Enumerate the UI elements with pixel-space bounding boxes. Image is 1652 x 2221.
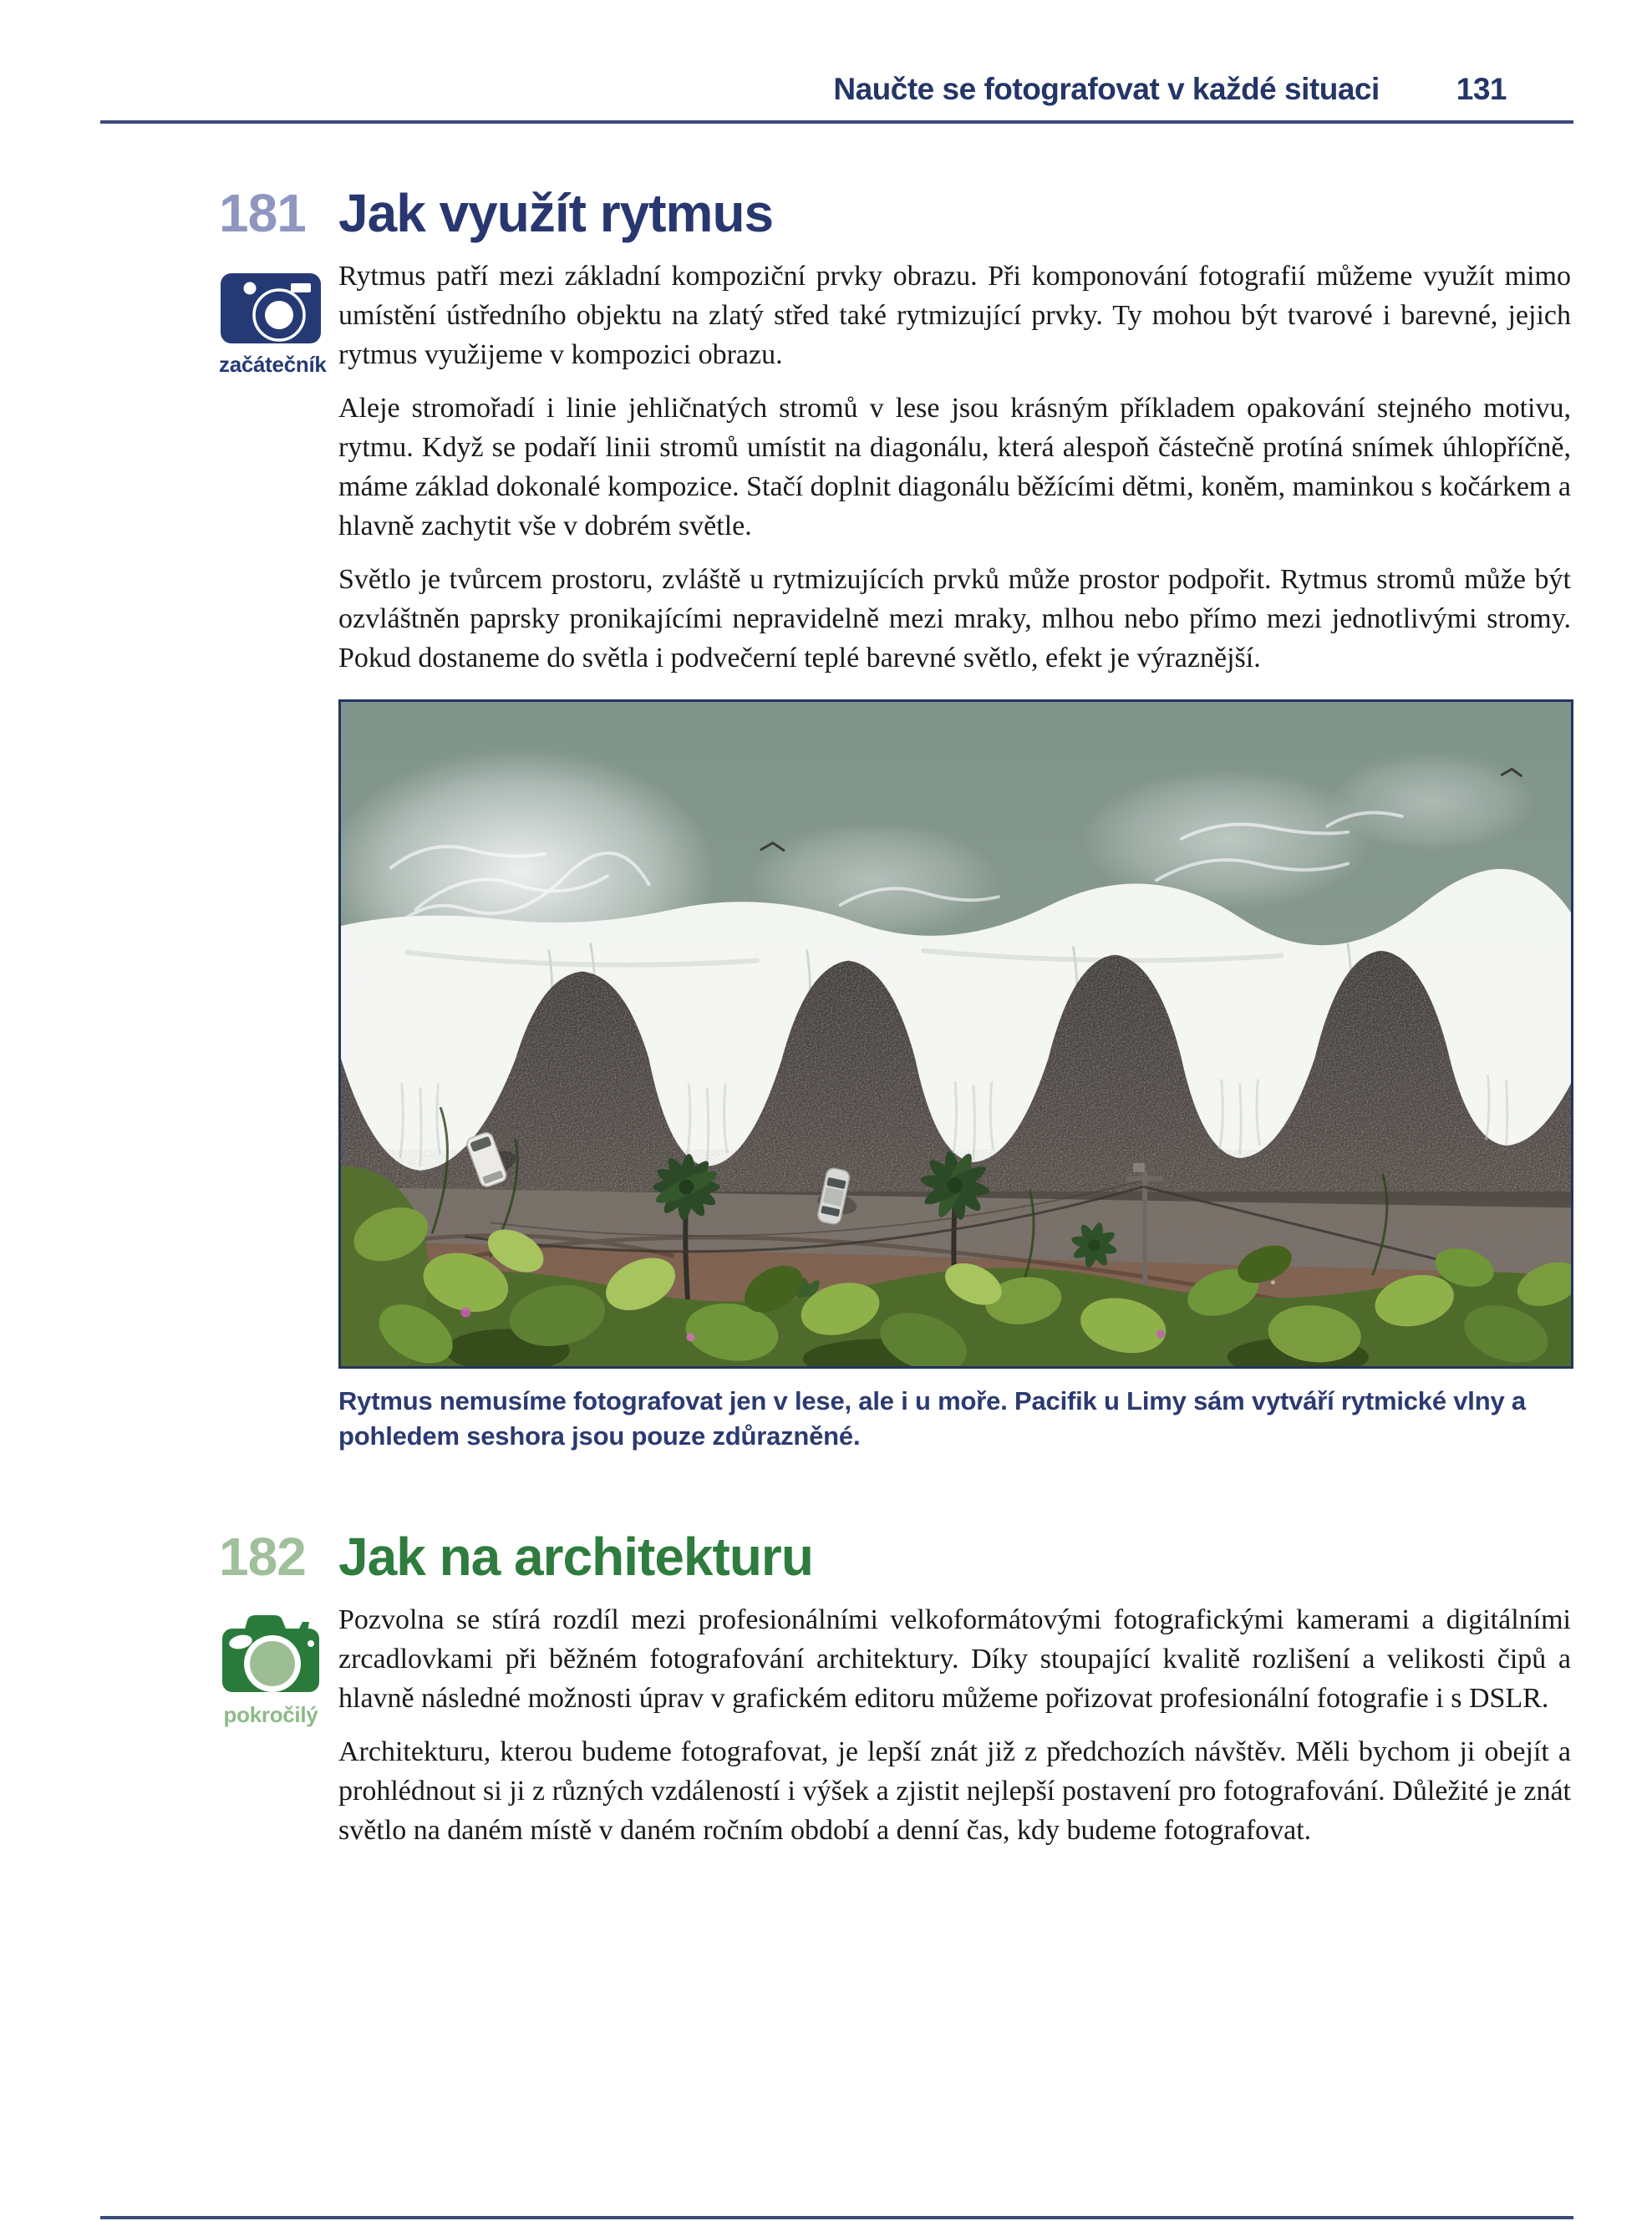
section-182 (219, 1529, 1571, 1864)
paragraph: Architekturu, kterou budeme fotografovat, je lepší znát již z předchozích návštěv. Měli bychom ji obejít a prohlédnout si ji z různých vzdáleností i výšek a zjistit nejlepší postavení pro fotografování. Důležité je znát světlo na daném místě v daném ročním období a denní čas, kdy budeme fotografovat. (338, 1736, 1571, 1847)
skill-level-label: začátečník (219, 352, 327, 378)
section-181-text (338, 257, 1571, 1454)
bottom-rule (100, 2216, 1573, 2219)
compact-camera-icon (219, 267, 323, 347)
section-182-heading (219, 1527, 1571, 1588)
running-head (100, 72, 1573, 124)
page-number: 131 (1456, 72, 1507, 106)
wave-beach-photo (338, 699, 1573, 1369)
figure-caption: Rytmus nemusíme fotografovat jen v lese, ale i u moře. Pacifik u Limy sám vytváří rytmické vlny a pohledem seshora jsou pouze zdůrazněné. (338, 1386, 1526, 1451)
skill-level-column (219, 1600, 338, 1864)
dslr-camera-icon (219, 1610, 323, 1697)
paragraph: Pozvolna se stírá rozdíl mezi profesionálními velkoformátovými fotografickými kamerami a digitálními zrcadlovkami při běžném fotografování architektury. Díky stoupající kvalitě rozlišení a velikosti čipů a hlavně následné možnosti úprav v grafickém editoru můžeme pořizovat profesionální fotografie i s DSLR. (338, 1604, 1571, 1715)
section-number: 181 (219, 183, 306, 243)
paragraph: Světlo je tvůrcem prostoru, zvláště u rytmizujících prvků může prostor podpořit. Rytmus stromů může být ozvláštněn paprsky pronikajícími nepravidelně mezi mraky, mlhou nebo přímo mezi jednotlivými stromy. Pokud dostaneme do světla i podvečerní teplé barevné světlo, efekt je výraznější. (338, 564, 1571, 674)
section-181 (219, 183, 1571, 1454)
section-number: 182 (219, 1527, 306, 1588)
paragraph: Rytmus patří mezi základní kompoziční prvky obrazu. Při komponování fotografií můžeme využít mimo umístění ústředního objektu na zlatý střed také rytmizující prvky. Ty mohou být tvarové i barevné, jejich rytmus využijeme v kompozici obrazu. (338, 261, 1571, 371)
section-title: Jak na architekturu (338, 1527, 813, 1588)
skill-level-label: pokročilý (223, 1702, 318, 1728)
skill-level-column (219, 257, 338, 1454)
figure (338, 699, 1571, 1454)
section-182-body (219, 1600, 1571, 1864)
section-181-heading (219, 183, 1571, 243)
section-title: Jak využít rytmus (338, 183, 774, 243)
section-182-text (338, 1600, 1571, 1864)
running-head-title: Naučte se fotografovat v každé situaci (833, 72, 1380, 106)
section-181-body (219, 257, 1571, 1454)
paragraph: Aleje stromořadí i linie jehličnatých stromů v lese jsou krásným příkladem opakování stejného motivu, rytmu. Když se podaří linii stromů umístit na diagonálu, která alespoň částečně protíná snímek úhlopříčně, máme základ dokonalé kompozice. Stačí doplnit diagonálu běžícími dětmi, koněm, maminkou s kočárkem a hlavně zachytit vše v dobrém světle. (338, 393, 1571, 542)
